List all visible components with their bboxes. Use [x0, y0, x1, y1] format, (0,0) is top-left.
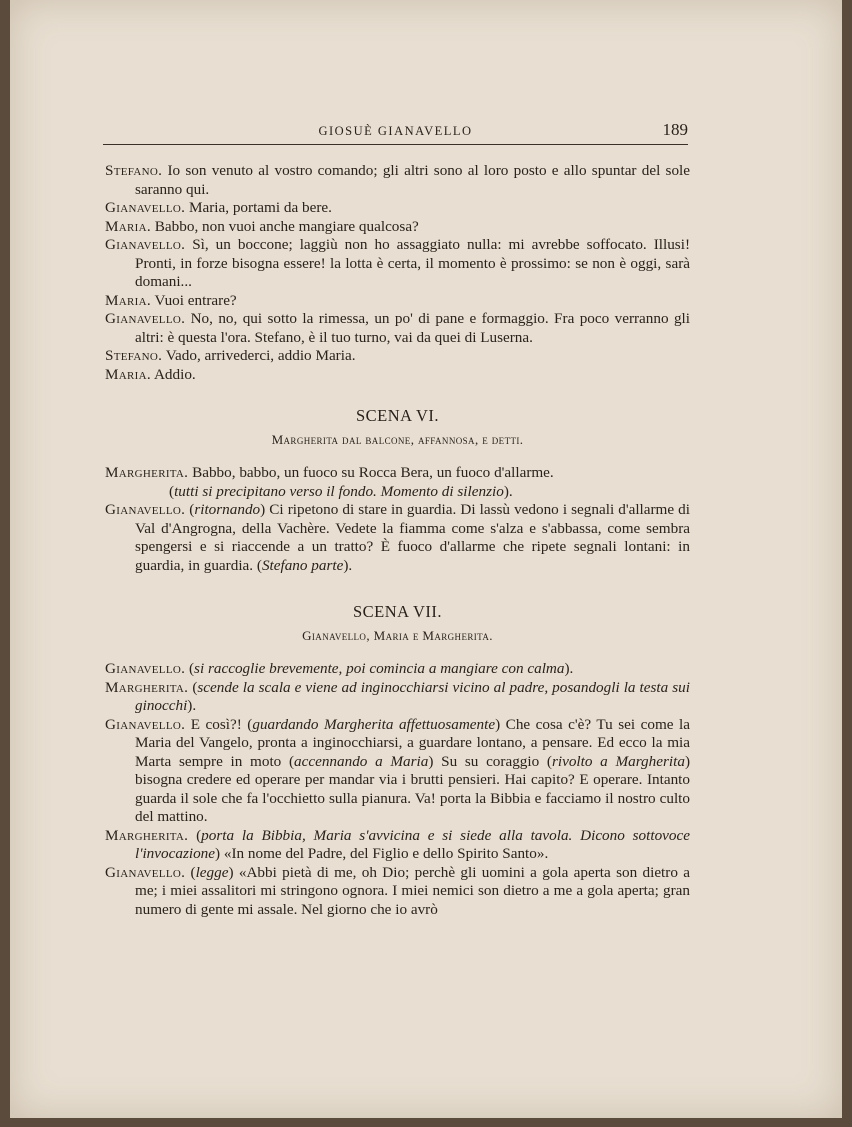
stage-direction: Stefano parte: [261, 556, 344, 574]
page-number: 189: [662, 120, 688, 139]
speaker-name: Margherita.: [105, 826, 189, 844]
speaker-name: Gianavello.: [105, 863, 186, 881]
dialogue-text: Sì, un boccone; laggiù non ho assaggiato nulla: mi avrebbe soffocato. Illusi! Pronti, in forze bisogna essere! la lotta è certa, il momento è prossimo: se non è oggi, sarà domani...: [135, 236, 690, 290]
speech: [105, 501, 690, 575]
running-title: GIOSUÈ GIANAVELLO: [318, 124, 473, 138]
dialogue-text: ) Su su coraggio (: [428, 752, 552, 770]
scene-cast: Margherita dal balcone, affannosa, e detti.: [271, 432, 524, 447]
dialogue-text: ) «In nome del Padre, del Figlio e dello Spirito Santo».: [215, 845, 549, 862]
dialogue-text: ).: [564, 660, 574, 677]
dialogue-text: Vuoi entrare?: [151, 291, 237, 309]
speaker-name: Margherita.: [105, 678, 189, 696]
stage-direction: ritornando: [194, 501, 261, 518]
speech: [105, 199, 690, 218]
dialogue-block: [105, 162, 690, 384]
dialogue-text: (: [169, 482, 175, 500]
speech: [105, 464, 690, 483]
speaker-name: Stefano.: [105, 347, 163, 364]
dialogue-text: Maria, portami da bere.: [185, 199, 332, 216]
dialogue-text: (: [188, 826, 202, 844]
dialogue-text: Babbo, non vuoi anche mangiare qualcosa?: [151, 217, 419, 235]
scene-dialogue: [105, 660, 690, 919]
speech: [105, 366, 690, 385]
scene-cast: Gianavello, Maria e Margherita.: [302, 628, 493, 643]
speech: [105, 292, 690, 311]
stage-direction: porta la Bibbia, Maria s'avvicina e si siede alla tavola. Dicono sottovoce l'invocazione: [135, 826, 690, 862]
dialogue-text: ).: [343, 556, 353, 574]
dialogue-text: ) «Abbi pietà di me, oh Dio; perchè gli uomini a gola aperta son dietro a me; i miei assalitori mi stringono ognora. I miei nemici son dietro a me a gola aperta; gran numero di gente mi assale. Nel giorno che io avrò: [135, 863, 690, 918]
speech: [105, 660, 690, 679]
stage-direction: scende la scala e viene ad inginocchiarsi vicino al padre, posandogli la testa sui ginocchi: [135, 678, 690, 714]
dialogue-text: ).: [503, 482, 513, 500]
dialogue-text: Addio.: [151, 365, 196, 383]
speaker-name: Maria.: [105, 217, 151, 235]
speech: [105, 864, 690, 920]
speaker-name: Gianavello.: [105, 199, 186, 216]
speaker-name: Margherita.: [105, 464, 189, 481]
book-page: [10, 0, 842, 1118]
dialogue-text: Babbo, babbo, un fuoco su Rocca Bera, un fuoco d'allarme.: [188, 464, 554, 481]
dialogue-text: (: [185, 660, 195, 677]
speech: [105, 310, 690, 347]
dialogue-text: No, no, qui sotto la rimessa, un po' di pane e formaggio. Fra poco verranno gli altri: è questa l'ora. Stefano, è il tuo turno, vai da quei di Luserna.: [135, 310, 690, 346]
page-body: [105, 162, 690, 919]
speaker-name: Gianavello.: [105, 501, 186, 518]
stage-direction: guardando Margherita affettuosamente: [252, 715, 496, 733]
dialogue-text: (: [188, 678, 198, 696]
scene-title: SCENA VI.: [355, 406, 440, 425]
dialogue-text: ) bisogna credere ed operare per mandar via i brutti pensieri. Hai capito? E operare. Intanto guarda il sole che fa l'occhietto sulla pianura. Va! porta la Bibbia e facciamo il nostro culto del mattino.: [135, 752, 690, 825]
stage-direction: tutti si precipitano verso il fondo. Momento di silenzio: [174, 482, 504, 500]
stage-direction: accennando a Maria: [294, 752, 429, 770]
page-header: [103, 120, 688, 145]
speech: [105, 162, 690, 199]
speech: [105, 236, 690, 292]
dialogue-text: E così?! (: [185, 715, 253, 733]
speech: [105, 218, 690, 237]
scene-title: SCENA VII.: [352, 602, 443, 621]
speech: [105, 679, 690, 716]
dialogue-text: ) Che cosa c'è? Tu sei come la Maria del Vangelo, pronta a inginocchiarsi, a guardare lontano, a pensare. Ed ecco la mia Marta sempre in moto (: [135, 715, 690, 770]
speaker-name: Stefano.: [105, 162, 163, 179]
speech: [105, 483, 690, 502]
speaker-name: Gianavello.: [105, 236, 186, 253]
speaker-name: Gianavello.: [105, 310, 186, 327]
speech: [105, 347, 690, 366]
stage-direction: rivolto a Margherita: [551, 752, 685, 770]
speaker-name: Gianavello.: [105, 660, 186, 677]
dialogue-text: ) Ci ripetono di stare in guardia. Di lassù vedono i segnali d'allarme di Val d'Angrogna, della Vachère. Vedete la fiamma come s'alza e s'abbassa, come sembra spengersi e si riaccende a un tratto? È fuoco d'allarme che ripete segnali lontani: in guardia, in guardia. (: [135, 501, 690, 574]
dialogue-text: (: [185, 863, 196, 881]
stage-direction: si raccoglie brevemente, poi comincia a mangiare con calma: [194, 660, 565, 677]
speaker-name: Maria.: [105, 291, 151, 309]
dialogue-text: Vado, arrivederci, addio Maria.: [162, 347, 356, 364]
speech: [105, 827, 690, 864]
stage-direction: legge: [195, 863, 229, 881]
dialogue-text: ).: [187, 697, 197, 714]
scene-dialogue: [105, 464, 690, 575]
speaker-name: Gianavello.: [105, 715, 186, 733]
dialogue-text: (: [185, 501, 195, 518]
dialogue-text: Io son venuto al vostro comando; gli altri sono al loro posto e allo spuntar del sole saranno qui.: [135, 162, 690, 198]
speech: [105, 716, 690, 827]
speaker-name: Maria.: [105, 365, 151, 383]
